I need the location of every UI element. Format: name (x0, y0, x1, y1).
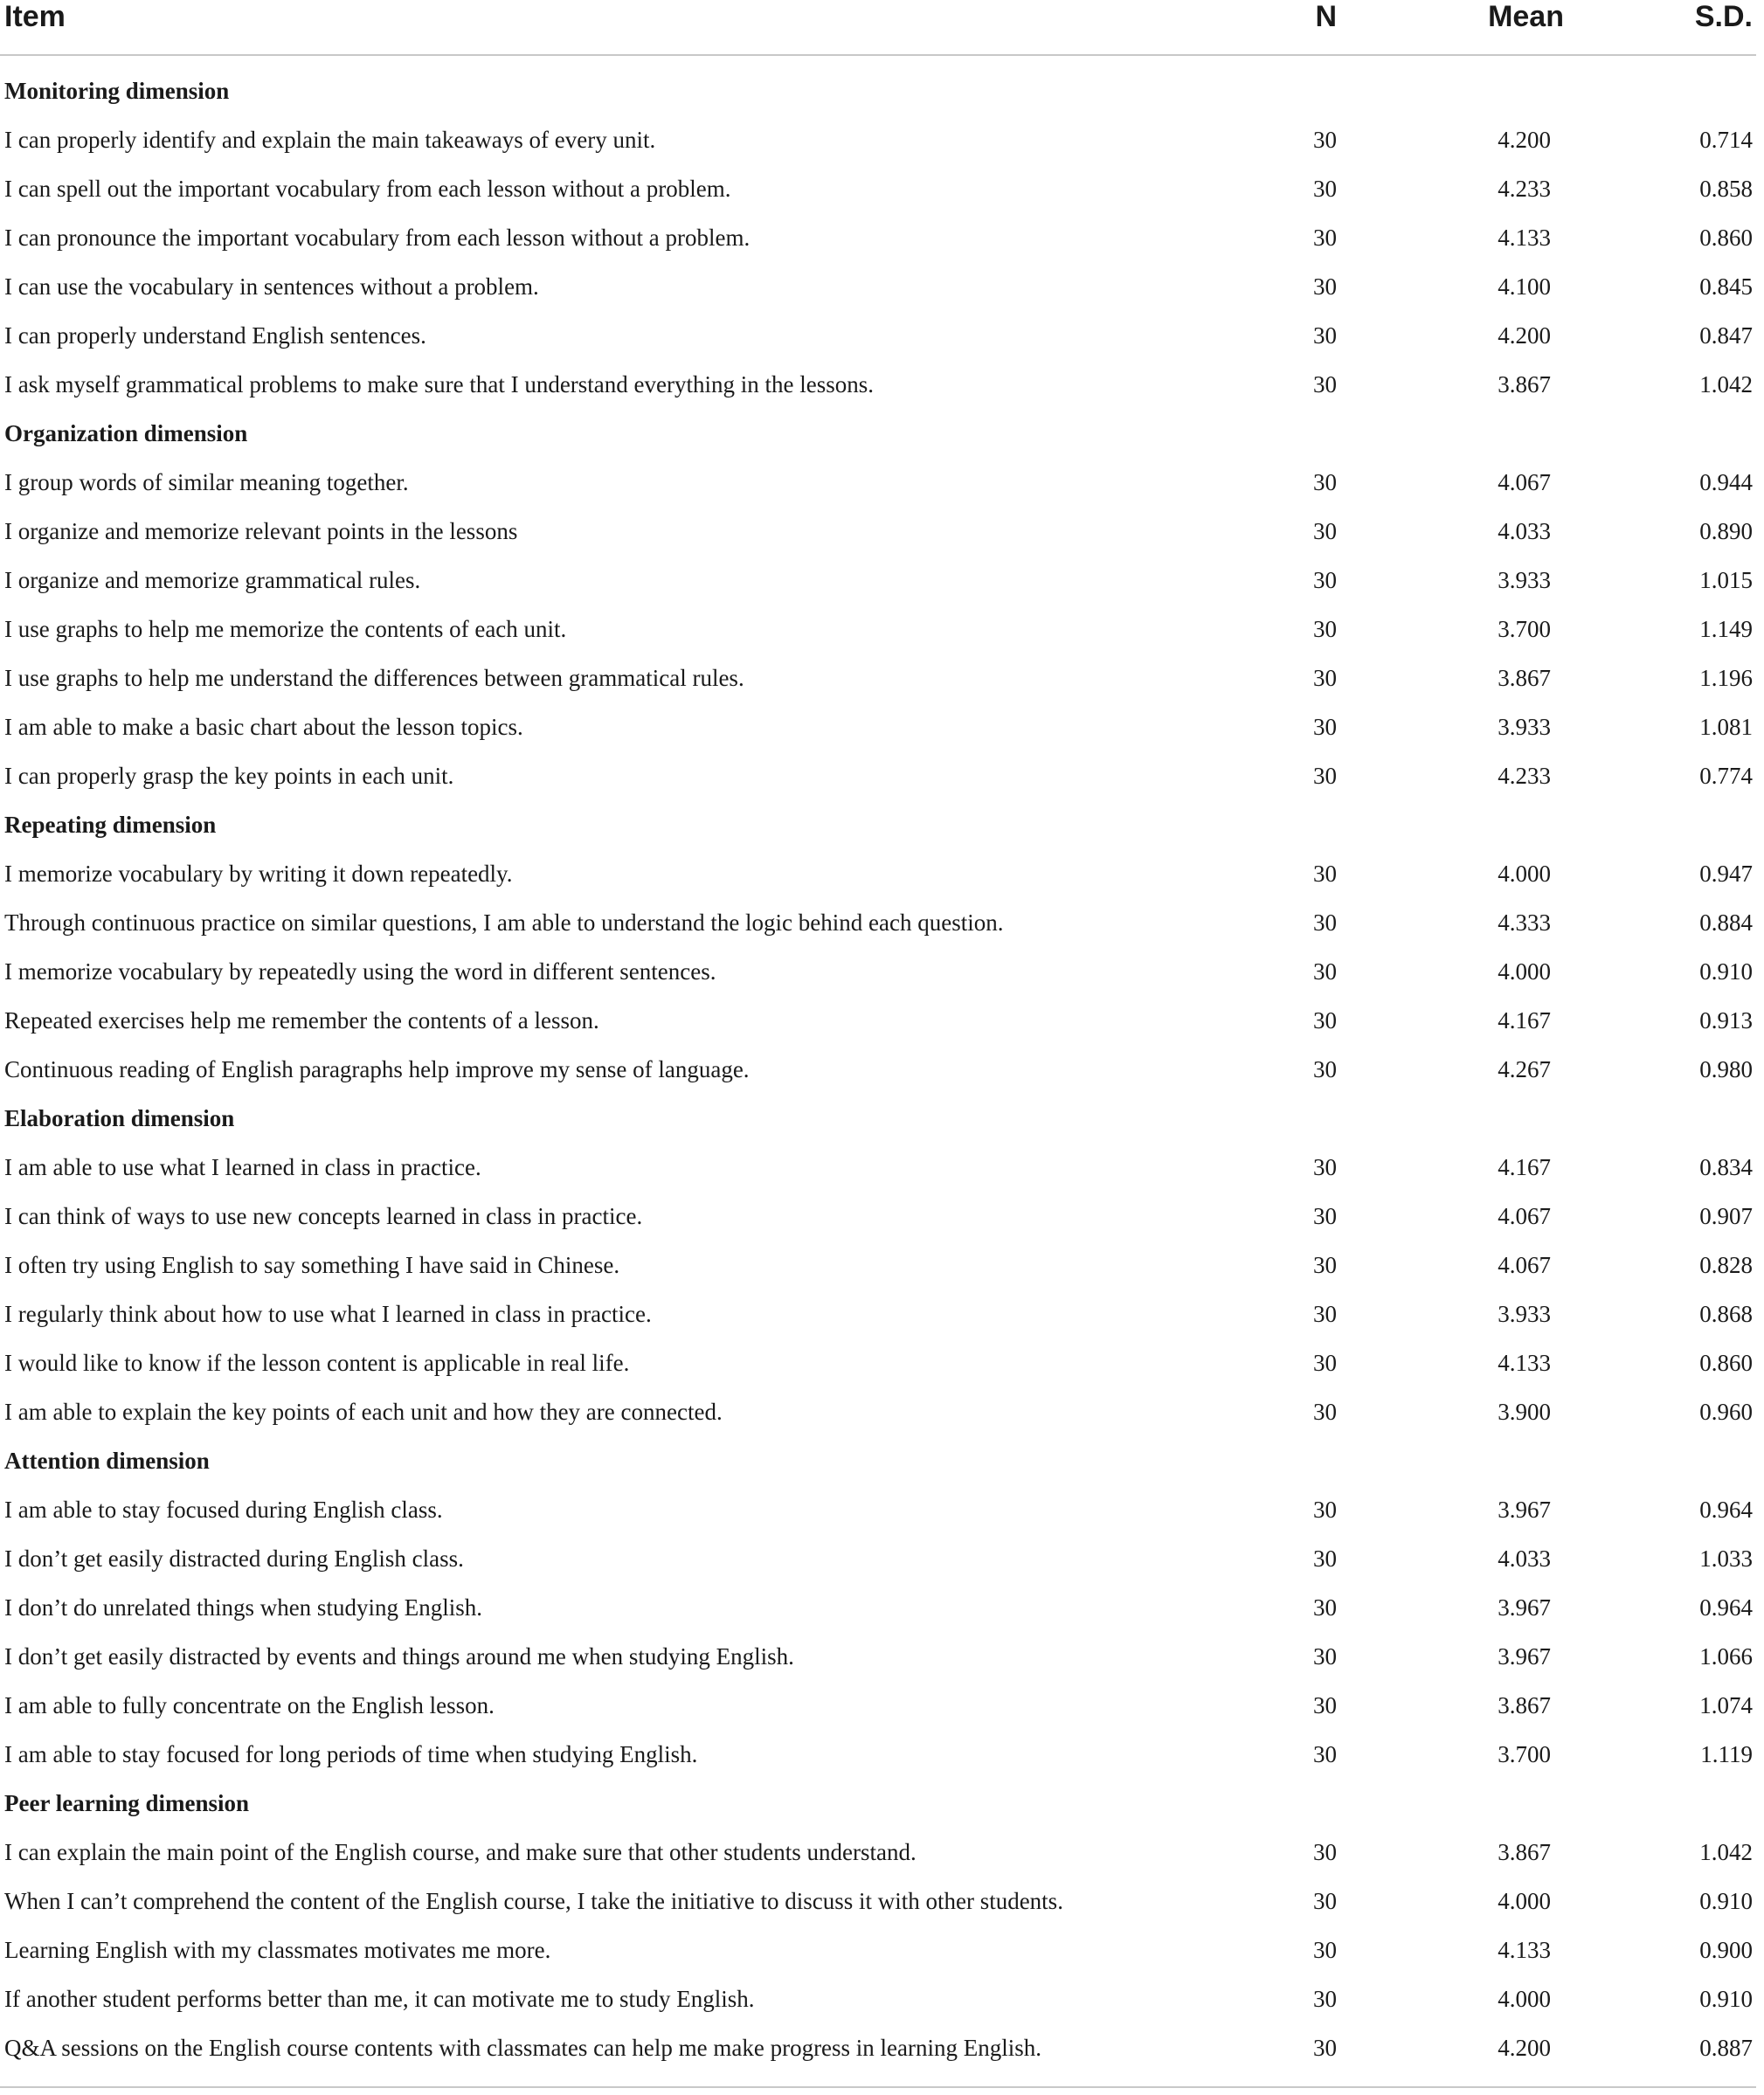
item-cell: I can explain the main point of the English course, and make sure that other students understand. (4, 1838, 917, 1865)
mean-cell: 4.000 (1498, 958, 1551, 985)
header-row (0, 0, 1756, 55)
item-cell: I organize and memorize grammatical rules. (4, 566, 421, 593)
section-row (0, 1094, 1756, 1143)
section-row (0, 66, 1756, 115)
bottom-rule (0, 2086, 1756, 2088)
table-row (0, 556, 1756, 605)
sd-cell: 1.196 (1699, 664, 1753, 691)
mean-cell: 3.700 (1498, 1740, 1551, 1767)
table-row (0, 1045, 1756, 1094)
item-cell: I am able to fully concentrate on the English lesson. (4, 1691, 495, 1718)
item-cell: I don’t get easily distracted during English class. (4, 1545, 464, 1572)
mean-cell: 4.067 (1498, 1202, 1551, 1229)
n-cell: 30 (1313, 2034, 1337, 2061)
sd-cell: 0.900 (1699, 1936, 1753, 1963)
column-header-n: N (1206, 0, 1380, 55)
section-row (0, 1779, 1756, 1828)
table-row (0, 751, 1756, 800)
n-cell: 30 (1313, 1887, 1337, 1914)
sd-cell: 0.960 (1699, 1398, 1753, 1425)
item-cell: I organize and memorize relevant points in the lessons (4, 517, 518, 544)
mean-cell: 4.200 (1498, 2034, 1551, 2061)
sd-cell: 0.887 (1699, 2034, 1753, 2061)
n-cell: 30 (1313, 1545, 1337, 1572)
n-cell: 30 (1313, 175, 1337, 202)
n-cell: 30 (1313, 958, 1337, 985)
item-cell: I am able to stay focused for long periods of time when studying English. (4, 1740, 698, 1767)
n-cell: 30 (1313, 126, 1337, 153)
n-cell: 30 (1313, 762, 1337, 789)
item-cell: I memorize vocabulary by writing it down repeatedly. (4, 860, 513, 887)
table-row (0, 1192, 1756, 1241)
n-cell: 30 (1313, 224, 1337, 251)
n-cell: 30 (1313, 1496, 1337, 1523)
table-row (0, 1387, 1756, 1436)
item-cell: I am able to stay focused during English class. (4, 1496, 443, 1523)
section-title: Monitoring dimension (4, 77, 230, 104)
mean-cell: 4.133 (1498, 1936, 1551, 1963)
sd-cell: 0.913 (1699, 1006, 1753, 1034)
sd-cell: 1.119 (1700, 1740, 1753, 1767)
sd-cell: 1.081 (1699, 713, 1753, 740)
sd-cell: 1.074 (1699, 1691, 1753, 1718)
n-cell: 30 (1313, 664, 1337, 691)
table-row (0, 996, 1756, 1045)
mean-cell: 4.200 (1498, 322, 1551, 349)
table-row (0, 1828, 1756, 1877)
n-cell: 30 (1313, 1398, 1337, 1425)
spacer-cell (0, 55, 1756, 66)
n-cell: 30 (1313, 370, 1337, 398)
mean-cell: 4.267 (1498, 1055, 1551, 1082)
item-cell: I can pronounce the important vocabulary from each lesson without a problem. (4, 224, 751, 251)
item-cell: If another student performs better than me, it can motivate me to study English. (4, 1985, 755, 2012)
table-row (0, 213, 1756, 262)
mean-cell: 4.000 (1498, 1985, 1551, 2012)
item-cell: I would like to know if the lesson content is applicable in real life. (4, 1349, 630, 1376)
mean-cell: 4.033 (1498, 1545, 1551, 1572)
table-row (0, 507, 1756, 556)
n-cell: 30 (1313, 273, 1337, 300)
table-row (0, 1730, 1756, 1779)
mean-cell: 3.700 (1498, 615, 1551, 642)
n-cell: 30 (1313, 909, 1337, 936)
mean-cell: 3.867 (1498, 370, 1551, 398)
table-row (0, 1485, 1756, 1534)
sd-cell: 0.964 (1699, 1594, 1753, 1621)
table-row (0, 1974, 1756, 2023)
item-cell: I can use the vocabulary in sentences without a problem. (4, 273, 539, 300)
table-row (0, 1583, 1756, 1632)
item-cell: I use graphs to help me understand the differences between grammatical rules. (4, 664, 744, 691)
item-cell: Q&A sessions on the English course contents with classmates can help me make progress in learning English. (4, 2034, 1042, 2061)
table-row (0, 1143, 1756, 1192)
table-row (0, 115, 1756, 164)
mean-cell: 4.167 (1498, 1006, 1551, 1034)
item-cell: I don’t get easily distracted by events and things around me when studying English. (4, 1642, 794, 1670)
section-title: Repeating dimension (4, 811, 217, 838)
item-cell: I regularly think about how to use what I learned in class in practice. (4, 1300, 652, 1327)
column-header-item: Item (0, 0, 1206, 55)
header-spacer (0, 55, 1756, 66)
table-row (0, 1289, 1756, 1338)
n-cell: 30 (1313, 860, 1337, 887)
mean-cell: 3.933 (1498, 1300, 1551, 1327)
item-cell: I ask myself grammatical problems to make sure that I understand everything in the lessons. (4, 370, 874, 398)
table-row (0, 360, 1756, 409)
mean-cell: 4.033 (1498, 517, 1551, 544)
mean-cell: 4.000 (1498, 1887, 1551, 1914)
item-cell: I can properly grasp the key points in each unit. (4, 762, 454, 789)
sd-cell: 0.860 (1699, 224, 1753, 251)
item-cell: I use graphs to help me memorize the contents of each unit. (4, 615, 567, 642)
mean-cell: 4.233 (1498, 175, 1551, 202)
n-cell: 30 (1313, 566, 1337, 593)
n-cell: 30 (1313, 517, 1337, 544)
item-cell: Through continuous practice on similar questions, I am able to understand the logic behind each question. (4, 909, 1004, 936)
sd-cell: 1.149 (1699, 615, 1753, 642)
section-row (0, 1436, 1756, 1485)
sd-cell: 0.964 (1699, 1496, 1753, 1523)
table-row (0, 1534, 1756, 1583)
sd-cell: 1.015 (1699, 566, 1753, 593)
mean-cell: 4.233 (1498, 762, 1551, 789)
n-cell: 30 (1313, 1251, 1337, 1278)
section-row (0, 800, 1756, 849)
n-cell: 30 (1313, 1300, 1337, 1327)
n-cell: 30 (1313, 615, 1337, 642)
sd-cell: 0.944 (1699, 468, 1753, 495)
mean-cell: 4.167 (1498, 1153, 1551, 1180)
mean-cell: 4.100 (1498, 273, 1551, 300)
section-title: Peer learning dimension (4, 1789, 249, 1816)
n-cell: 30 (1313, 1838, 1337, 1865)
n-cell: 30 (1313, 1153, 1337, 1180)
sd-cell: 0.980 (1699, 1055, 1753, 1082)
item-cell: I group words of similar meaning together. (4, 468, 409, 495)
sd-cell: 1.066 (1699, 1642, 1753, 1670)
mean-cell: 3.967 (1498, 1594, 1551, 1621)
sd-cell: 1.042 (1699, 1838, 1753, 1865)
table-row (0, 1241, 1756, 1289)
sd-cell: 0.858 (1699, 175, 1753, 202)
sd-cell: 0.774 (1699, 762, 1753, 789)
n-cell: 30 (1313, 1055, 1337, 1082)
sd-cell: 0.868 (1699, 1300, 1753, 1327)
mean-cell: 4.133 (1498, 224, 1551, 251)
sd-cell: 0.845 (1699, 273, 1753, 300)
n-cell: 30 (1313, 1985, 1337, 2012)
n-cell: 30 (1313, 1202, 1337, 1229)
section-title: Elaboration dimension (4, 1104, 235, 1131)
item-cell: I can spell out the important vocabulary from each lesson without a problem. (4, 175, 731, 202)
item-cell: I memorize vocabulary by repeatedly using the word in different sentences. (4, 958, 716, 985)
sd-cell: 0.847 (1699, 322, 1753, 349)
n-cell: 30 (1313, 468, 1337, 495)
sd-cell: 0.947 (1699, 860, 1753, 887)
table-body (0, 55, 1756, 2072)
mean-cell: 3.867 (1498, 1691, 1551, 1718)
table-row (0, 1681, 1756, 1730)
n-cell: 30 (1313, 1349, 1337, 1376)
sd-cell: 0.828 (1699, 1251, 1753, 1278)
item-cell: Continuous reading of English paragraphs help improve my sense of language. (4, 1055, 750, 1082)
mean-cell: 4.067 (1498, 1251, 1551, 1278)
item-cell: Repeated exercises help me remember the contents of a lesson. (4, 1006, 599, 1034)
item-cell: I can think of ways to use new concepts learned in class in practice. (4, 1202, 643, 1229)
sd-cell: 0.910 (1699, 1887, 1753, 1914)
n-cell: 30 (1313, 322, 1337, 349)
sd-cell: 0.714 (1699, 126, 1753, 153)
table-row (0, 1632, 1756, 1681)
sd-cell: 1.033 (1699, 1545, 1753, 1572)
n-cell: 30 (1313, 1936, 1337, 1963)
column-header-mean: Mean (1380, 0, 1599, 55)
item-cell: I am able to explain the key points of each unit and how they are connected. (4, 1398, 723, 1425)
mean-cell: 4.200 (1498, 126, 1551, 153)
section-title: Organization dimension (4, 419, 248, 446)
table-row (0, 262, 1756, 311)
sd-cell: 1.042 (1699, 370, 1753, 398)
table-row (0, 849, 1756, 898)
table-row (0, 898, 1756, 947)
sd-cell: 0.910 (1699, 958, 1753, 985)
item-cell: I often try using English to say something I have said in Chinese. (4, 1251, 620, 1278)
item-cell: Learning English with my classmates motivates me more. (4, 1936, 551, 1963)
mean-cell: 4.333 (1498, 909, 1551, 936)
mean-cell: 3.933 (1498, 713, 1551, 740)
mean-cell: 3.967 (1498, 1642, 1551, 1670)
n-cell: 30 (1313, 1642, 1337, 1670)
table-row (0, 311, 1756, 360)
item-cell: I am able to make a basic chart about the lesson topics. (4, 713, 523, 740)
sd-cell: 0.890 (1699, 517, 1753, 544)
item-cell: I don’t do unrelated things when studying English. (4, 1594, 482, 1621)
sd-cell: 0.860 (1699, 1349, 1753, 1376)
table-row (0, 164, 1756, 213)
mean-cell: 3.933 (1498, 566, 1551, 593)
n-cell: 30 (1313, 1006, 1337, 1034)
mean-cell: 3.900 (1498, 1398, 1551, 1425)
section-title: Attention dimension (4, 1447, 210, 1474)
mean-cell: 4.133 (1498, 1349, 1551, 1376)
item-cell: I can properly understand English sentences. (4, 322, 426, 349)
mean-cell: 3.867 (1498, 664, 1551, 691)
sd-cell: 0.907 (1699, 1202, 1753, 1229)
n-cell: 30 (1313, 1594, 1337, 1621)
n-cell: 30 (1313, 713, 1337, 740)
table-row (0, 1338, 1756, 1387)
sd-cell: 0.910 (1699, 1985, 1753, 2012)
table-row (0, 702, 1756, 751)
n-cell: 30 (1313, 1691, 1337, 1718)
mean-cell: 3.967 (1498, 1496, 1551, 1523)
sd-cell: 0.884 (1699, 909, 1753, 936)
mean-cell: 4.000 (1498, 860, 1551, 887)
item-cell: I can properly identify and explain the main takeaways of every unit. (4, 126, 656, 153)
sd-cell: 0.834 (1699, 1153, 1753, 1180)
table-row (0, 653, 1756, 702)
mean-cell: 4.067 (1498, 468, 1551, 495)
section-row (0, 409, 1756, 458)
table-row (0, 458, 1756, 507)
table-row (0, 1877, 1756, 1926)
item-cell: When I can’t comprehend the content of the English course, I take the initiative to discuss it with other students. (4, 1887, 1063, 1914)
item-cell: I am able to use what I learned in class in practice. (4, 1153, 481, 1180)
table-row (0, 605, 1756, 653)
mean-cell: 3.867 (1498, 1838, 1551, 1865)
table-row (0, 1926, 1756, 1974)
table-row (0, 2023, 1756, 2072)
n-cell: 30 (1313, 1740, 1337, 1767)
table-row (0, 947, 1756, 996)
table-header (0, 0, 1756, 55)
column-header-sd: S.D. (1599, 0, 1756, 55)
